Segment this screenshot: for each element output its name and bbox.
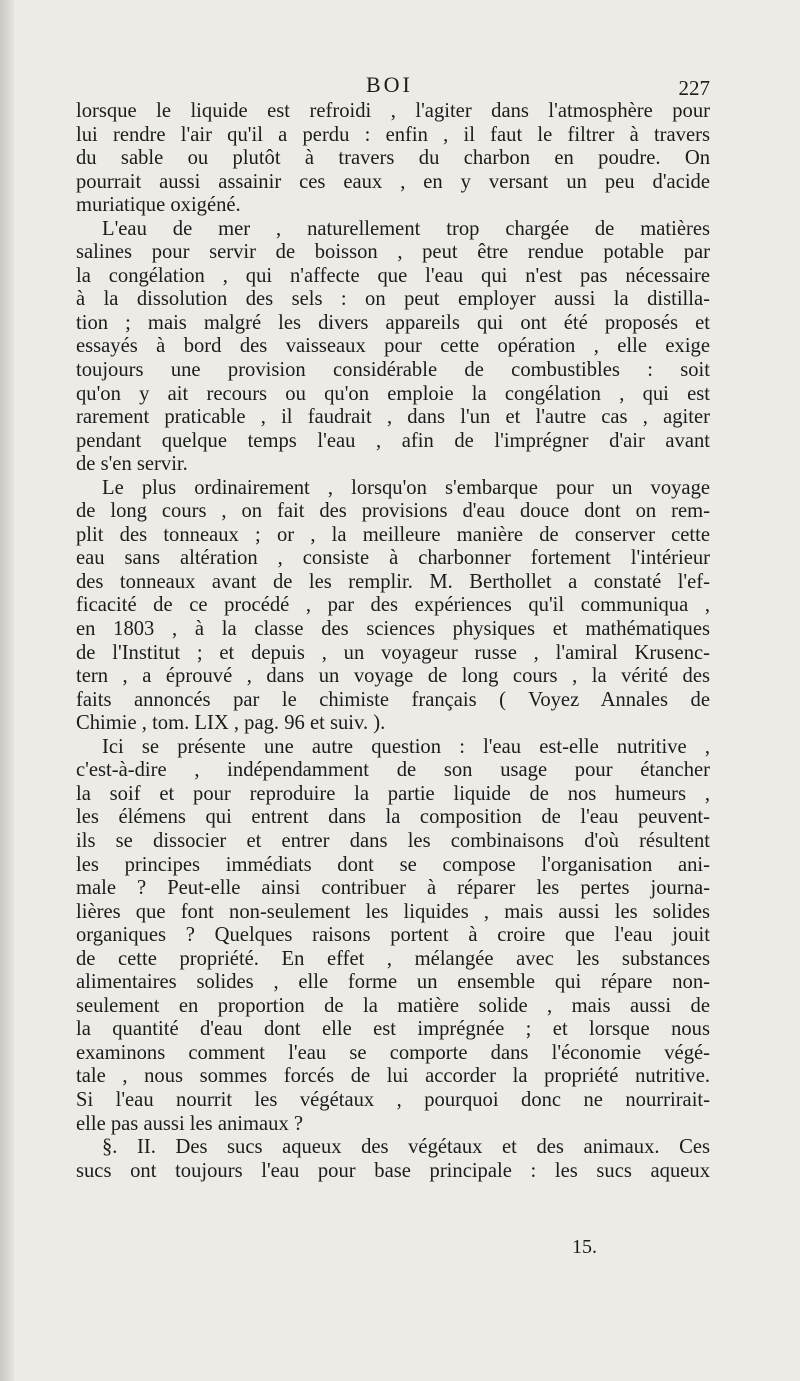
text-line: male ? Peut-elle ainsi contribuer à réparer les pertes journa- [76, 877, 710, 900]
text-line: tale , nous sommes forcés de lui accorder la propriété nutritive. [76, 1065, 710, 1088]
text-line: tern , a éprouvé , dans un voyage de long cours , la vérité des [76, 665, 710, 688]
text-line: Si l'eau nourrit les végétaux , pourquoi donc ne nourrirait- [76, 1088, 710, 1111]
text-line: la quantité d'eau dont elle est imprégnée ; et lorsque nous [76, 1018, 710, 1041]
text-line: de long cours , on fait des provisions d'eau douce dont on rem- [76, 500, 710, 523]
paragraph-start-line: Le plus ordinairement , lorsqu'on s'embarque pour un voyage [102, 476, 710, 499]
text-line: lui rendre l'air qu'il a perdu : enfin , il faut le filtrer à travers [76, 123, 710, 146]
text-line: plit des tonneaux ; or , la meilleure manière de conserver cette [76, 523, 710, 546]
body-text [76, 100, 710, 1183]
text-line: organiques ? Quelques raisons portent à croire que l'eau jouit [76, 924, 710, 947]
text-line: Chimie , tom. LIX , pag. 96 et suiv. ). [76, 712, 386, 735]
text-line: lorsque le liquide est refroidi , l'agiter dans l'atmosphère pour [76, 100, 710, 122]
text-line: alimentaires solides , elle forme un ensemble qui répare non- [76, 971, 710, 994]
text-line: salines pour servir de boisson , peut être rendue potable par [76, 241, 710, 264]
text-line: sucs ont toujours l'eau pour base principale : les sucs aqueux [76, 1159, 710, 1182]
text-line: les principes immédiats dont se compose l'organisation ani- [76, 853, 710, 876]
text-line: de l'Institut ; et depuis , un voyageur russe , l'amiral Krusenc- [76, 641, 710, 664]
text-line: ficacité de ce procédé , par des expériences qu'il communiqua , [76, 594, 710, 617]
text-line: la congélation , qui n'affecte que l'eau qui n'est pas nécessaire [76, 264, 710, 287]
text-line: pourrait aussi assainir ces eaux , en y versant un peu d'acide [76, 170, 710, 193]
text-line: qu'on y ait recours ou qu'on emploie la congélation , qui est [76, 382, 710, 405]
text-line: examinons comment l'eau se comporte dans l'économie végé- [76, 1041, 710, 1064]
running-head: BOI [366, 72, 413, 97]
text-line: c'est-à-dire , indépendamment de son usage pour étancher [76, 759, 710, 782]
page-number: 227 [678, 76, 710, 100]
text-line: des tonneaux avant de les remplir. M. Berthollet a constaté l'ef- [76, 570, 710, 593]
paragraph-start-line: L'eau de mer , naturellement trop chargée de matières [102, 217, 710, 240]
text-line: du sable ou plutôt à travers du charbon en poudre. On [76, 147, 710, 170]
text-line: elle pas aussi les animaux ? [76, 1112, 304, 1135]
text-line: de s'en servir. [76, 453, 188, 476]
text-line: de cette propriété. En effet , mélangée avec les substances [76, 947, 710, 970]
text-line: la soif et pour reproduire la partie liquide de nos humeurs , [76, 782, 710, 805]
text-line: tion ; mais malgré les divers appareils qui ont été proposés et [76, 311, 710, 334]
text-line: essayés à bord des vaisseaux pour cette opération , elle exige [76, 335, 710, 358]
text-line: pendant quelque temps l'eau , afin de l'imprégner d'air avant [76, 429, 710, 452]
text-line: faits annoncés par le chimiste français ( Voyez Annales de [76, 688, 710, 711]
signature-mark: 15. [572, 1236, 597, 1258]
text-line: lières que font non-seulement les liquides , mais aussi les solides [76, 900, 710, 923]
text-line: eau sans altération , consiste à charbonner fortement l'intérieur [76, 547, 710, 570]
text-line: en 1803 , à la classe des sciences physiques et mathématiques [76, 618, 710, 641]
text-line: muriatique oxigéné. [76, 194, 241, 217]
paragraph-start-line: Ici se présente une autre question : l'eau est-elle nutritive , [102, 735, 710, 758]
page-header [76, 72, 710, 102]
text-line: à la dissolution des sels : on peut employer aussi la distilla- [76, 288, 710, 311]
text-line: toujours une provision considérable de combustibles : soit [76, 359, 710, 382]
text-line: ils se dissocier et entrer dans les combinaisons d'où résultent [76, 829, 710, 852]
section-heading-line: §. II. Des sucs aqueux des végétaux et des animaux. Ces [102, 1136, 710, 1159]
page-binding-edge [0, 0, 14, 1381]
text-line: rarement praticable , il faudrait , dans l'un et l'autre cas , agiter [76, 406, 710, 429]
text-line: les élémens qui entrent dans la composition de l'eau peuvent- [76, 806, 710, 829]
text-line: seulement en proportion de la matière solide , mais aussi de [76, 994, 710, 1017]
